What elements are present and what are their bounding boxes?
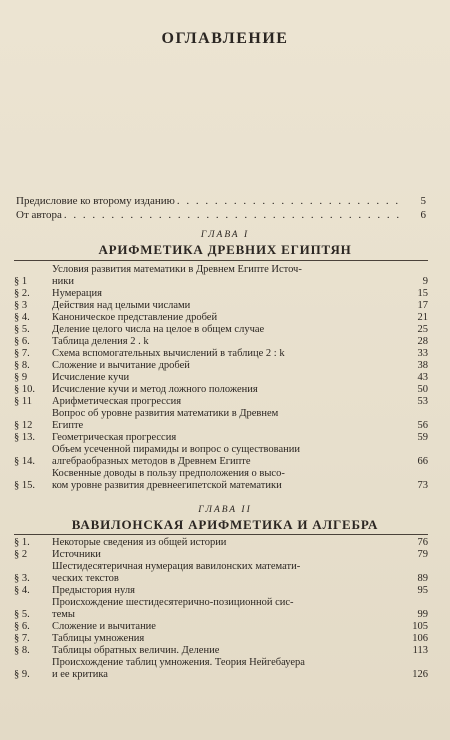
section-number: § 11 bbox=[14, 396, 32, 407]
page-number: 6 bbox=[420, 209, 426, 221]
entry-text bbox=[52, 468, 398, 492]
entry-text bbox=[52, 348, 398, 360]
entry-body bbox=[52, 444, 428, 468]
page-number: 105 bbox=[412, 621, 428, 632]
entry-line: Исчисление кучи bbox=[52, 372, 130, 383]
toc-entry bbox=[14, 432, 428, 444]
entry-line: темы bbox=[52, 609, 75, 620]
entry-body bbox=[52, 384, 428, 396]
section-number: § 12 bbox=[14, 420, 33, 431]
entry-body bbox=[52, 537, 428, 549]
toc-entry bbox=[14, 360, 428, 372]
entry-line: Косвенные доводы в пользу предположения о высо- bbox=[52, 468, 285, 479]
entry-text: Предисловие ко второму изданию bbox=[16, 195, 175, 207]
entry-line: Деление целого числа на целое в общем случае bbox=[52, 324, 265, 335]
section-number: § 4. bbox=[14, 312, 30, 323]
section-number: § 9 bbox=[14, 372, 28, 383]
page-number: 15 bbox=[417, 288, 428, 299]
entry-line: Шестидесятеричная нумерация вавилонских математи- bbox=[52, 561, 301, 572]
entry-body bbox=[52, 432, 428, 444]
entry-body bbox=[52, 633, 428, 645]
toc-entry bbox=[14, 324, 428, 336]
entry-line: Вопрос об уровне развития математики в Древнем bbox=[52, 408, 279, 419]
toc-entry bbox=[14, 444, 428, 468]
entry-line: Сложение и вычитание дробей bbox=[52, 360, 190, 371]
section-number: § 1. bbox=[14, 537, 30, 548]
entry-line: Происхождение таблиц умножения. Теория Нейгебауера bbox=[52, 657, 305, 668]
page-number: 21 bbox=[417, 312, 428, 323]
chapter-title: ВАВИЛОНСКАЯ АРИФМЕТИКА И АЛГЕБРА bbox=[71, 517, 379, 532]
page-number: 56 bbox=[417, 420, 428, 431]
toc-entry bbox=[14, 621, 428, 633]
page-number: 17 bbox=[417, 300, 428, 311]
entry-body bbox=[52, 408, 428, 432]
section-number: § 13. bbox=[14, 432, 35, 443]
page-number: 50 bbox=[417, 384, 428, 395]
entry-text bbox=[52, 657, 398, 681]
toc-entry bbox=[14, 645, 428, 657]
front-entry bbox=[16, 195, 426, 209]
section-number: § 3. bbox=[14, 573, 30, 584]
entry-text bbox=[52, 336, 398, 348]
page-number: 113 bbox=[412, 645, 428, 656]
page-number: 66 bbox=[417, 456, 428, 467]
entry-text bbox=[52, 384, 398, 396]
section-number: § 5. bbox=[14, 609, 30, 620]
entry-text: От автора bbox=[16, 209, 62, 221]
entry-body bbox=[52, 300, 428, 312]
entry-line: Каноническое представление дробей bbox=[52, 312, 218, 323]
section-number: § 3 bbox=[14, 300, 28, 311]
chapter-rule bbox=[14, 260, 428, 261]
entry-body bbox=[52, 360, 428, 372]
entry-body bbox=[52, 336, 428, 348]
page-number: 89 bbox=[417, 573, 428, 584]
toc-entry bbox=[14, 300, 428, 312]
entry-body bbox=[52, 549, 428, 561]
entry-line: Таблицы умножения bbox=[52, 633, 145, 644]
entry-line: и ее критика bbox=[52, 669, 108, 680]
page-number: 38 bbox=[417, 360, 428, 371]
page-number: 5 bbox=[420, 195, 426, 207]
entry-line: Исчисление кучи и метод ложного положения bbox=[52, 384, 258, 395]
toc-entry bbox=[14, 384, 428, 396]
toc-entry bbox=[14, 633, 428, 645]
section-number: § 8. bbox=[14, 645, 30, 656]
chapter-rule bbox=[14, 534, 428, 535]
page-number: 73 bbox=[417, 480, 428, 491]
entry-line: ники bbox=[52, 276, 74, 287]
toc-entry bbox=[14, 561, 428, 585]
entry-body bbox=[52, 324, 428, 336]
entry-text bbox=[52, 396, 398, 408]
entry-line: Источники bbox=[52, 549, 101, 560]
page-number: 79 bbox=[417, 549, 428, 560]
entry-text bbox=[52, 372, 398, 384]
entry-text bbox=[52, 264, 398, 288]
toc-entry bbox=[14, 372, 428, 384]
entry-body bbox=[52, 645, 428, 657]
entry-line: Действия над целыми числами bbox=[52, 300, 191, 311]
entry-line: Египте bbox=[52, 420, 84, 431]
page-number: 53 bbox=[417, 396, 428, 407]
section-number: § 10. bbox=[14, 384, 35, 395]
toc-entry bbox=[14, 312, 428, 324]
entry-line: Таблицы обратных величин. Деление bbox=[52, 645, 220, 656]
chapter-title: АРИФМЕТИКА ДРЕВНИХ ЕГИПТЯН bbox=[98, 242, 352, 257]
chapter-label: ГЛАВА II bbox=[198, 505, 252, 515]
toc-entry bbox=[14, 657, 428, 681]
toc-entry bbox=[14, 585, 428, 597]
entry-text bbox=[52, 360, 398, 372]
entry-text bbox=[52, 561, 398, 585]
toc-entry bbox=[14, 288, 428, 300]
toc-entry bbox=[14, 264, 428, 288]
section-number: § 14. bbox=[14, 456, 35, 467]
page-number: 43 bbox=[417, 372, 428, 383]
entry-body bbox=[52, 312, 428, 324]
leader-dots bbox=[177, 195, 402, 207]
entry-text bbox=[52, 324, 398, 336]
entry-line: Схема вспомогательных вычислений в таблице 2 : k bbox=[52, 348, 285, 359]
page-title: ОГЛАВЛЕНИЕ bbox=[161, 30, 289, 47]
entry-text bbox=[52, 312, 398, 324]
entry-line: Некоторые сведения из общей истории bbox=[52, 537, 227, 548]
toc-entry bbox=[14, 597, 428, 621]
chapter-2-contents bbox=[14, 537, 428, 681]
entry-body bbox=[52, 264, 428, 288]
section-number: § 7. bbox=[14, 633, 30, 644]
toc-entry bbox=[14, 468, 428, 492]
section-number: § 4. bbox=[14, 585, 30, 596]
page-number: 76 bbox=[417, 537, 428, 548]
chapter-1-contents bbox=[14, 264, 428, 492]
page-number: 106 bbox=[412, 633, 428, 644]
entry-text bbox=[52, 537, 398, 549]
page-number: 126 bbox=[412, 669, 428, 680]
entry-body bbox=[52, 585, 428, 597]
entry-text bbox=[52, 300, 398, 312]
chapter-label: ГЛАВА I bbox=[200, 230, 250, 240]
entry-text bbox=[52, 621, 398, 633]
section-number: § 15. bbox=[14, 480, 35, 491]
page-number: 59 bbox=[417, 432, 428, 443]
section-number: § 8. bbox=[14, 360, 30, 371]
section-number: § 6. bbox=[14, 621, 30, 632]
entry-text bbox=[52, 549, 398, 561]
entry-line: Условия развития математики в Древнем Египте Источ- bbox=[52, 264, 302, 275]
toc-entry bbox=[14, 549, 428, 561]
toc-entry bbox=[14, 537, 428, 549]
entry-line: Арифметическая прогрессия bbox=[52, 396, 182, 407]
entry-line: Происхождение шестидесятерично-позиционной сис- bbox=[52, 597, 294, 608]
page-number: 99 bbox=[417, 609, 428, 620]
entry-line: ком уровне развития древнеегипетской математики bbox=[52, 480, 282, 491]
entry-body bbox=[52, 348, 428, 360]
entry-text bbox=[52, 585, 398, 597]
entry-body bbox=[52, 657, 428, 681]
toc-entry bbox=[14, 336, 428, 348]
entry-line: ческих текстов bbox=[52, 573, 119, 584]
entry-body bbox=[52, 597, 428, 621]
entry-text bbox=[52, 444, 398, 468]
page-number: 25 bbox=[417, 324, 428, 335]
entry-line: Геометрическая прогрессия bbox=[52, 432, 177, 443]
leader-dots bbox=[64, 209, 402, 221]
entry-line: Предыстория нуля bbox=[52, 585, 135, 596]
entry-text bbox=[52, 597, 398, 621]
page-number: 28 bbox=[417, 336, 428, 347]
front-entry bbox=[16, 209, 426, 223]
entry-line: алгебраобразных методов в Древнем Египте bbox=[52, 456, 251, 467]
page-number: 33 bbox=[417, 348, 428, 359]
section-number: § 7. bbox=[14, 348, 30, 359]
section-number: § 9. bbox=[14, 669, 30, 680]
entry-line: Объем усеченной пирамиды и вопрос о существовании bbox=[52, 444, 300, 455]
entry-text bbox=[52, 645, 398, 657]
toc-entry bbox=[14, 348, 428, 360]
entry-body bbox=[52, 561, 428, 585]
entry-text bbox=[52, 432, 398, 444]
section-number: § 1 bbox=[14, 276, 28, 287]
page-number: 9 bbox=[422, 276, 428, 287]
entry-text bbox=[52, 408, 398, 432]
entry-text bbox=[52, 633, 398, 645]
section-number: § 2 bbox=[14, 549, 28, 560]
section-number: § 6. bbox=[14, 336, 30, 347]
front-matter bbox=[16, 195, 426, 223]
section-number: § 2. bbox=[14, 288, 30, 299]
page-number: 95 bbox=[417, 585, 428, 596]
entry-line: Нумерация bbox=[52, 288, 102, 299]
entry-text bbox=[52, 288, 398, 300]
entry-body bbox=[52, 396, 428, 408]
entry-body bbox=[52, 288, 428, 300]
section-number: § 5. bbox=[14, 324, 30, 335]
entry-body bbox=[52, 468, 428, 492]
entry-line: Таблица деления 2 . k bbox=[52, 336, 149, 347]
entry-body bbox=[52, 372, 428, 384]
entry-line: Сложение и вычитание bbox=[52, 621, 156, 632]
entry-body bbox=[52, 621, 428, 633]
toc-entry bbox=[14, 408, 428, 432]
toc-entry bbox=[14, 396, 428, 408]
